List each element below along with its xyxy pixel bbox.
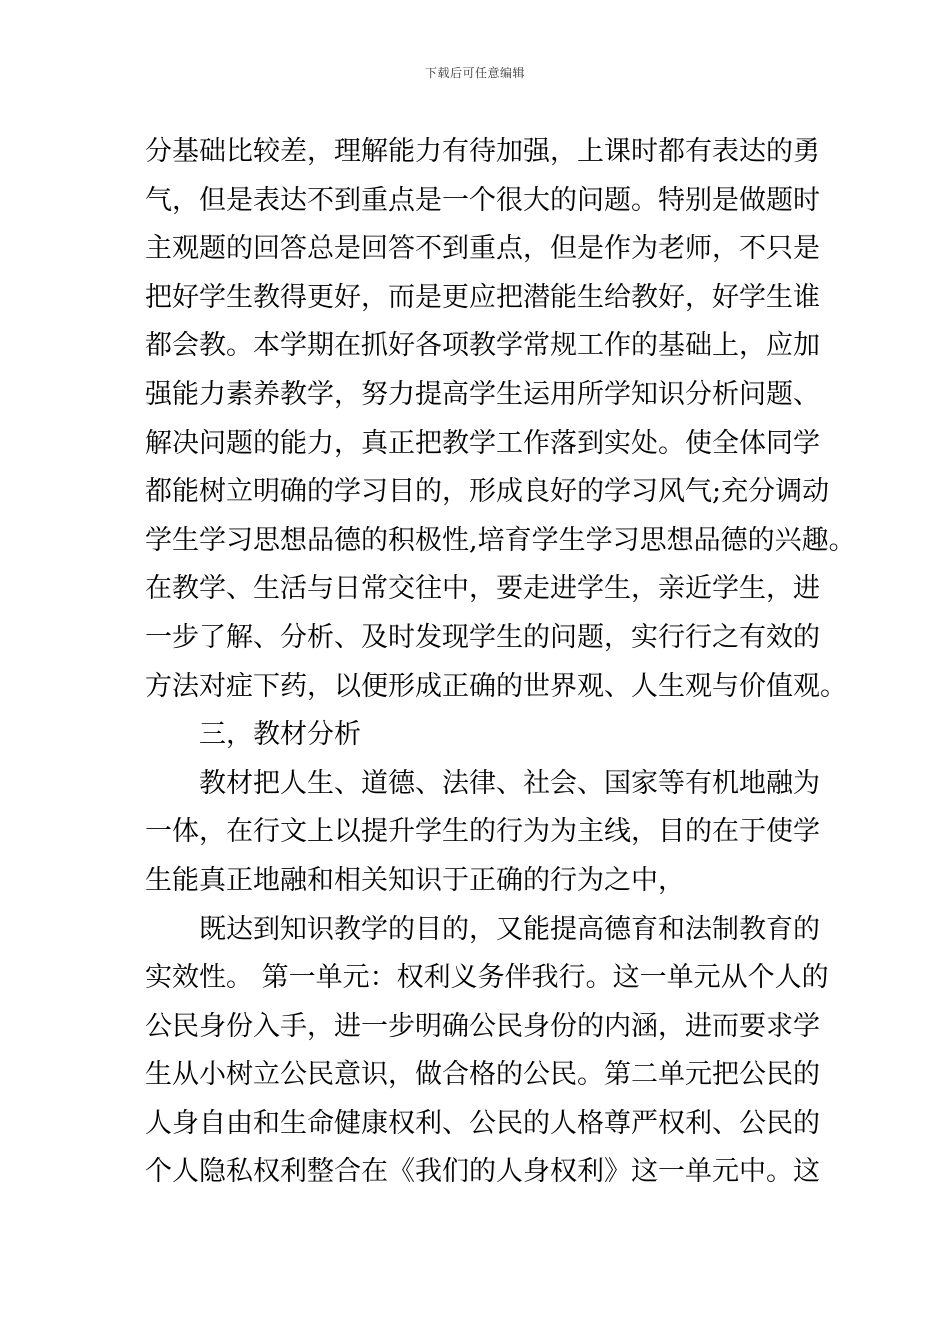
- text-line: 方法对症下药，以便形成正确的世界观、人生观与价值观。: [145, 670, 847, 702]
- text-line: 个人隐私权利整合在《我们的人身权利》这一单元中。这: [145, 1156, 820, 1188]
- text-line: 主观题的回答总是回答不到重点，但是作为老师，不只是: [145, 233, 820, 265]
- text-line: 公民身份入手，进一步明确公民身份的内涵，进而要求学: [145, 1010, 820, 1042]
- document-body: [145, 128, 856, 1197]
- text-line: 强能力素养教学，努力提高学生运用所学知识分析问题、: [145, 378, 820, 410]
- paragraph-start-line: 三，教材分析: [199, 719, 361, 751]
- text-line: 生从小树立公民意识，做合格的公民。第二单元把公民的: [145, 1059, 820, 1091]
- page-header: 下载后可任意编辑: [424, 66, 525, 80]
- text-line: 解决问题的能力，真正把教学工作落到实处。使全体同学: [145, 427, 820, 459]
- text-line: 生能真正地融和相关知识于正确的行为之中，: [145, 864, 685, 896]
- text-line: 都能树立明确的学习目的，形成良好的学习风气;充分调动: [145, 476, 830, 508]
- text-line: 在教学、生活与日常交往中，要走进学生，亲近学生，进: [145, 573, 820, 605]
- text-line: 实效性。 第一单元：权利义务伴我行。这一单元从个人的: [145, 962, 829, 994]
- text-line: 一步了解、分析、及时发现学生的问题，实行行之有效的: [145, 621, 820, 653]
- text-line: 把好学生教得更好，而是更应把潜能生给教好，好学生谁: [145, 281, 820, 313]
- text-line: 都会教。本学期在抓好各项教学常规工作的基础上，应加: [145, 330, 820, 362]
- text-line: 人身自由和生命健康权利、公民的人格尊严权利、公民的: [145, 1107, 820, 1139]
- paragraph-start-line: 既达到知识教学的目的，又能提高德育和法制教育的: [199, 913, 820, 945]
- text-line: 分基础比较差，理解能力有待加强，上课时都有表达的勇: [145, 136, 820, 167]
- text-line: 学生学习思想品德的积极性,培育学生学习思想品德的兴趣。: [145, 524, 856, 556]
- text-line: 一体，在行文上以提升学生的行为为主线，目的在于使学: [145, 816, 820, 848]
- text-line: 气，但是表达不到重点是一个很大的问题。特别是做题时: [145, 184, 820, 216]
- paragraph-start-line: 教材把人生、道德、法律、社会、国家等有机地融为: [199, 767, 820, 799]
